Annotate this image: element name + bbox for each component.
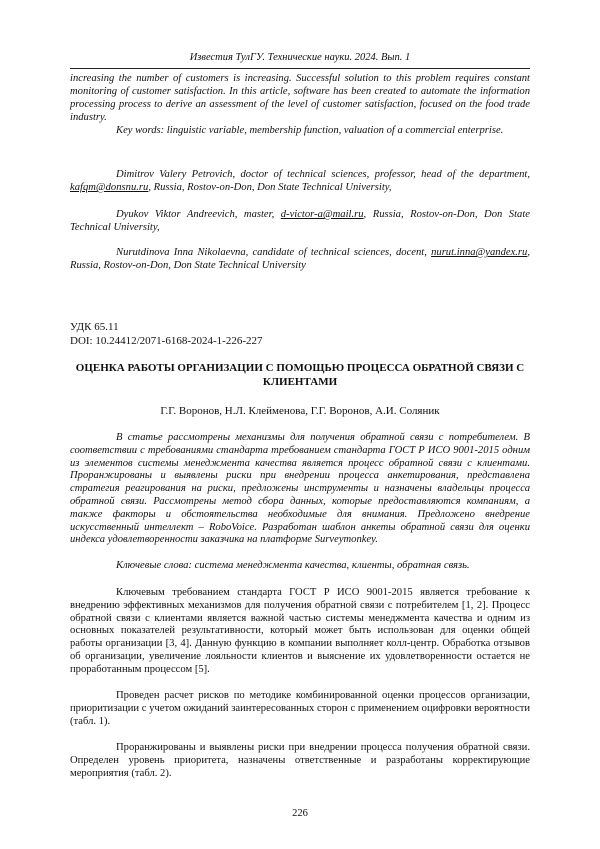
english-abstract-text: increasing the number of customers is increasing. Successful solution to this problem requires constant monitoring of customer satisfaction. In this article, software has been created to automate the information processing process to derive an assessment of the level of customer satisfaction, focused on the food trade industry. — [70, 73, 530, 123]
author-en-1-email-link[interactable]: kafqm@donsnu.ru — [70, 182, 149, 193]
author-en-2-affiliation: , Russia, Rostov-on-Don, Don State Technical University, — [70, 209, 530, 233]
english-abstract — [70, 72, 530, 137]
english-keywords: Key words: linguistic variable, membership function, valuation of a commercial enterprise. — [116, 125, 504, 136]
page-number: 226 — [292, 808, 308, 819]
article-title: ОЦЕНКА РАБОТЫ ОРГАНИЗАЦИИ С ПОМОЩЬЮ ПРОЦЕССА ОБРАТНОЙ СВЯЗИ С КЛИЕНТАМИ — [75, 362, 525, 388]
author-en-2 — [70, 208, 530, 234]
author-en-1 — [70, 168, 530, 194]
russian-abstract: В статье рассмотрены механизмы для получения обратной связи с потребителем. В соответствии с требованиями стандарта требованием стандарта ГОСТ Р ИСО 9001-2015 одним из элементов системы менеджмента качества является процесс обратной связи с клиентами. Проранжированы и выявлены риски при внедрении процесса анкетирования, представлена стратегия реагирования на риски, предложены инструменты и назначены владельцы процесса обратной связи. Рассмотрены метод сбора данных, которые предоставляются компаниям, а также факторы и обстоятельства необходимые для внимания. Предложено внедрение искусственный интеллект – RoboVoice. Разработан шаблон анкеты обратной связи для оценки индекса удовлетворенности заказчика на платформе Surveymonkey. — [70, 432, 530, 546]
author-en-1-text: Dimitrov Valery Petrovich, doctor of technical sciences, professor, head of the department, — [116, 169, 530, 180]
author-en-3-affiliation: , Russia, Rostov-on-Don, Don State Technical University — [70, 247, 530, 271]
body-paragraph-1: Ключевым требованием стандарта ГОСТ Р ИСО 9001-2015 является требование к внедрению эффективных механизмов для получения обратной связи с потребителем [1, 2]. Процесс обратной связи с клиентами является важной частью системы менеджмента качества и одним из основных показателей результативности, который может быть использован для оценки общей работы организации [3, 4]. Данную функцию в компании выполняет колл-центр. Обработка отзывов об организации, увеличение лояльности клиентов и выяснение их удовлетворенности остается не проработанным процессом [5]. — [70, 587, 530, 675]
author-en-3-text: Nurutdinova Inna Nikolaevna, candidate of technical sciences, docent, — [116, 247, 432, 258]
author-en-3-email-link[interactable]: nurut.inna@yandex.ru — [431, 247, 528, 258]
author-en-1-affiliation: , Russia, Rostov-on-Don, Don State Technical University, — [148, 182, 392, 193]
udc-block — [70, 320, 262, 348]
body-paragraph-3: Проранжированы и выявлены риски при внедрении процесса получения обратной связи. Определен уровень приоритета, назначены ответственные и разработаны корректирующие мероприятия (табл. 2). — [70, 742, 530, 779]
udc-code: УДК 65.11 — [70, 321, 119, 333]
body-paragraph-2: Проведен расчет рисков по методике комбинированной оценки процессов организации, приоритизации с учетом ожиданий заинтересованных сторон с применением оцифровки вероятности (табл. 1). — [70, 690, 530, 727]
author-en-3 — [70, 246, 530, 272]
russian-keywords: Ключевые слова: система менеджмента качества, клиенты, обратная связь. — [116, 560, 470, 571]
author-en-2-text: Dyukov Viktor Andreevich, master, — [116, 209, 281, 220]
doi: DOI: 10.24412/2071-6168-2024-1-226-227 — [70, 335, 263, 347]
article-authors: Г.Г. Воронов, Н.Л. Клейменова, Г.Г. Воронов, А.И. Соляник — [160, 405, 440, 417]
header-rule — [70, 68, 530, 69]
author-en-2-email-link[interactable]: d-victor-a@mail.ru — [280, 209, 364, 220]
running-header: Известия ТулГУ. Технические науки. 2024. Вып. 1 — [189, 52, 411, 63]
